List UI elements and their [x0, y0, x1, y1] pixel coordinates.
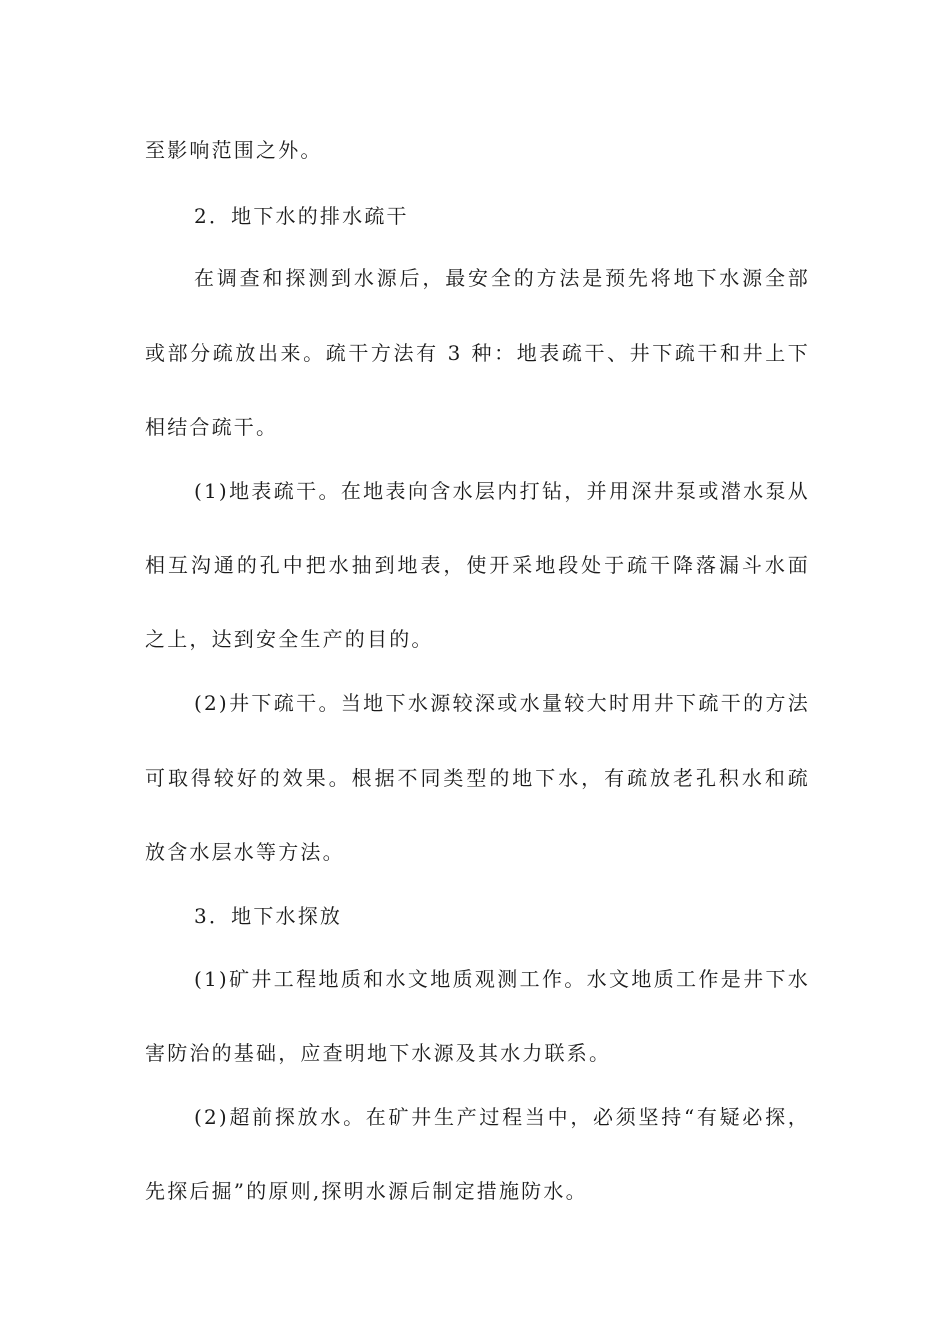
paragraph-line: 可取得较好的效果。根据不同类型的地下水，有疏放老孔积水和疏 — [145, 766, 810, 790]
section-heading: 2．地下水的排水疏干 — [194, 204, 409, 228]
paragraph-line: 害防治的基础，应查明地下水源及其水力联系。 — [145, 1041, 612, 1065]
paragraph-line: (1)地表疏干。在地表向含水层内打钻，并用深井泵或潜水泵从 — [194, 479, 810, 503]
paragraph-line: 至影响范围之外。 — [145, 138, 323, 162]
paragraph-line: (2)井下疏干。当地下水源较深或水量较大时用井下疏干的方法 — [194, 691, 810, 715]
paragraph-line: 相互沟通的孔中把水抽到地表，使开采地段处于疏干降落漏斗水面 — [145, 553, 810, 577]
paragraph-line: 相结合疏干。 — [145, 415, 279, 439]
paragraph-line: 先探后掘”的原则,探明水源后制定措施防水。 — [145, 1179, 588, 1203]
section-heading: 3．地下水探放 — [194, 904, 343, 928]
paragraph-line: 之上，达到安全生产的目的。 — [145, 627, 434, 651]
paragraph-line: (2)超前探放水。在矿井生产过程当中，必须坚持“有疑必探， — [194, 1105, 810, 1129]
paragraph-line: (1)矿井工程地质和水文地质观测工作。水文地质工作是井下水 — [194, 967, 810, 991]
paragraph-line: 或部分疏放出来。疏干方法有 3 种：地表疏干、井下疏干和井上下 — [145, 341, 810, 365]
paragraph-line: 在调查和探测到水源后，最安全的方法是预先将地下水源全部 — [194, 266, 810, 290]
paragraph-line: 放含水层水等方法。 — [145, 840, 345, 864]
